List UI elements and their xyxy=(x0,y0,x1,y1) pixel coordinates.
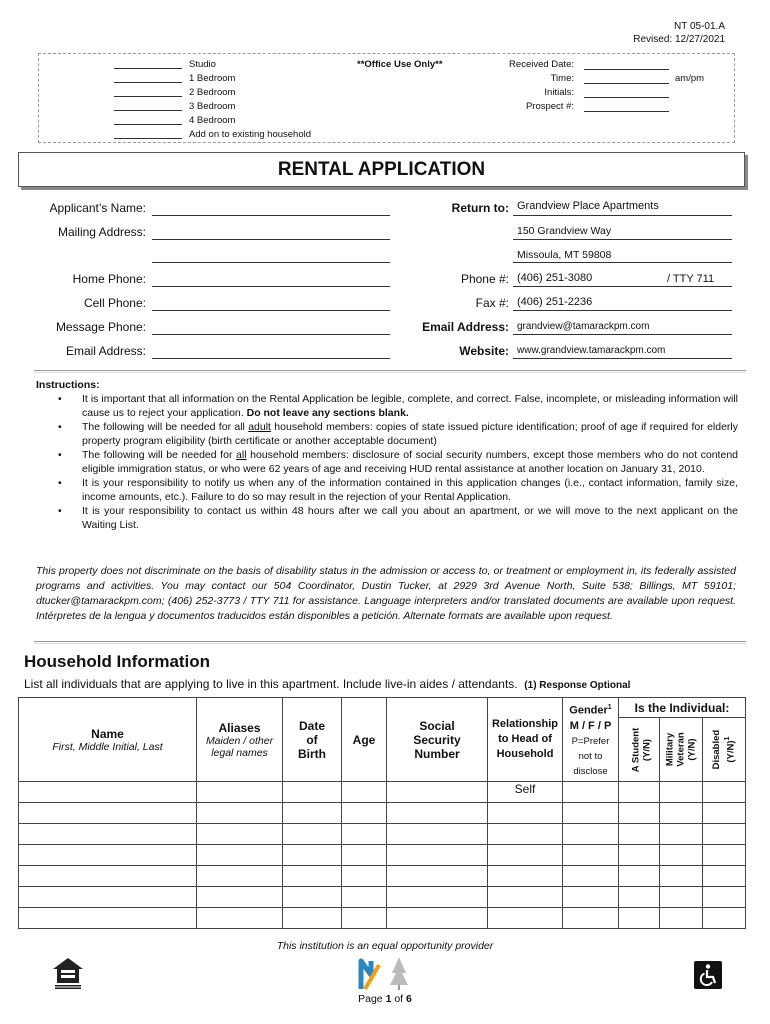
response-optional-note: (1) Response Optional xyxy=(524,680,631,691)
form-number xyxy=(633,20,725,46)
separator xyxy=(34,641,746,642)
return-to-name: Grandview Place Apartments xyxy=(517,200,659,212)
table-row xyxy=(19,782,746,803)
return-to-line xyxy=(513,262,732,263)
unit-option: 3 Bedroom xyxy=(189,101,236,112)
title-box xyxy=(18,152,745,187)
unit-blank[interactable] xyxy=(114,68,182,69)
website-label: Website: xyxy=(459,344,509,358)
list-item: • It is your responsibility to contact us within 48 hours after we call you about an apartment, or we will move to the next applicant on the Waiting List. xyxy=(46,504,738,532)
return-to-line xyxy=(513,334,732,335)
page-number: Page 1 of 6 xyxy=(358,993,412,1005)
table-row xyxy=(19,887,746,908)
household-table xyxy=(18,697,746,929)
relationship-self: Self xyxy=(488,782,563,803)
unit-blank[interactable] xyxy=(114,82,182,83)
unit-option: 4 Bedroom xyxy=(189,115,236,126)
table-row xyxy=(19,824,746,845)
header-gender: Gender$^1$ M / F / P P=Prefer not to disclose xyxy=(563,698,619,782)
header-is-individual: Is the Individual: xyxy=(619,698,746,718)
time-label: Time: xyxy=(550,73,574,84)
prospect-label: Prospect #: xyxy=(525,101,574,112)
unit-blank[interactable] xyxy=(114,110,182,111)
received-date-label: Received Date: xyxy=(509,59,574,70)
header-disabled: Disabled $(Y/N)^1$ xyxy=(703,718,746,782)
list-item: • The following will be needed for all household members: disclosure of social security numbers, except those members who do not contend eligible immigration status, or who were 62 years of age and receiving HUD rental assistance at another location on January 31, 2010. xyxy=(46,448,738,476)
page-title: RENTAL APPLICATION xyxy=(277,159,486,180)
instructions-title: Instructions: xyxy=(36,379,100,391)
email-address-field[interactable] xyxy=(152,358,390,359)
message-phone-field[interactable] xyxy=(152,334,390,335)
instructions-list xyxy=(46,392,738,532)
table-row xyxy=(19,845,746,866)
website-value[interactable]: www.grandview.tamarackpm.com xyxy=(517,345,666,356)
table-row xyxy=(19,866,746,887)
return-to-line xyxy=(513,239,732,240)
email-address-label: Email Address: xyxy=(65,344,146,358)
prospect-field[interactable] xyxy=(584,111,669,112)
unit-option: Add on to existing household xyxy=(189,129,312,140)
message-phone-label: Message Phone: xyxy=(55,320,146,334)
return-to-line xyxy=(513,286,732,287)
header-ssn: Social Security Number xyxy=(387,698,488,782)
return-to-city: Missoula, MT 59808 xyxy=(517,249,612,261)
header-relationship: Relationship to Head of Household xyxy=(488,698,563,782)
equal-opportunity-text: This institution is an equal opportunity provider xyxy=(276,940,494,952)
cell-phone-field[interactable] xyxy=(152,310,390,311)
header-name: Name First, Middle Initial, Last xyxy=(19,698,197,782)
mailing-address-field-2[interactable] xyxy=(152,262,390,263)
ampm-label: am/pm xyxy=(675,73,705,84)
mailing-address-field[interactable] xyxy=(152,239,390,240)
return-to-line xyxy=(513,215,732,216)
office-use-box xyxy=(38,53,735,143)
phone-value: (406) 251-3080 xyxy=(517,272,593,284)
mailing-address-label: Mailing Address: xyxy=(57,225,146,239)
email-label: Email Address: xyxy=(422,320,509,334)
list-item: • It is your responsibility to notify us when any of the information contained in this application changes (i.e., contact information, family size, income amounts, etc.). Failure to do so may result in the rejection of your Rental Application. xyxy=(46,476,738,504)
separator xyxy=(34,370,746,371)
accessibility-icon xyxy=(694,961,722,989)
header-aliases: Aliases Maiden / other legal names xyxy=(197,698,283,782)
return-to-line xyxy=(513,310,732,311)
unit-option: Studio xyxy=(189,59,216,70)
applicant-name-field[interactable] xyxy=(152,215,390,216)
unit-option: 2 Bedroom xyxy=(189,87,236,98)
applicant-name-label: Applicant’s Name: xyxy=(49,201,146,215)
form-number-text: NT 05-01.A xyxy=(674,21,725,32)
unit-blank[interactable] xyxy=(114,138,182,139)
nondiscrimination-notice: This property does not discriminate on the basis of disability status in the admission or access to, or treatment or employment in, its federally assisted programs and activities. You may contact our 504 Coordinator, Dustin Tucker, at 2929 3rd Avenue North, Suite 538; Billings, MT 59101; dtucker@tamarackpm.com; (406) 252-3773 / TTY 711 for assistance. Language interpreters and/or translated documents are available upon request. Intérpretes de la lengua y documentos traducidos están disponibles a petición. Alternate formats are available upon request. xyxy=(36,565,736,622)
list-item: • It is important that all information on the Rental Application be legible, complete, and correct. False, incomplete, or misleading information will cause us to reject your application. Do not leave any sections blank. xyxy=(46,392,738,420)
list-item: • The following will be needed for all adult household members: copies of state issued picture identification; proof of age if required for elderly property program eligibility (birth certificate or another acceptable document) xyxy=(46,420,738,448)
home-phone-label: Home Phone: xyxy=(72,272,146,286)
return-to-label: Return to: xyxy=(451,201,509,215)
home-phone-field[interactable] xyxy=(152,286,390,287)
received-date-field[interactable] xyxy=(584,69,669,70)
initials-label: Initials: xyxy=(544,87,574,98)
company-logo-icon xyxy=(357,955,413,991)
table-row xyxy=(19,908,746,929)
household-subtitle: List all individuals that are applying to live in this apartment. Include live-in aides / attendants. (1) Response Optional xyxy=(24,677,631,691)
header-student: A Student (Y/N) xyxy=(619,718,660,782)
office-use-heading: **Office Use Only** xyxy=(357,59,443,70)
unit-blank[interactable] xyxy=(114,124,182,125)
email-value[interactable]: grandview@tamarackpm.com xyxy=(517,321,650,332)
unit-option: 1 Bedroom xyxy=(189,73,236,84)
fax-value: (406) 251-2236 xyxy=(517,296,593,308)
equal-housing-icon xyxy=(51,956,85,990)
table-row xyxy=(19,803,746,824)
initials-field[interactable] xyxy=(584,97,669,98)
time-field[interactable] xyxy=(584,83,669,84)
header-veteran: Military Veteran (Y/N) xyxy=(660,718,703,782)
cell-phone-label: Cell Phone: xyxy=(83,296,146,310)
header-age: Age xyxy=(342,698,387,782)
fax-label: Fax #: xyxy=(475,296,509,310)
revised-date: Revised: 12/27/2021 xyxy=(633,34,725,45)
household-title: Household Information xyxy=(24,652,211,671)
tty-value: / TTY 711 xyxy=(667,273,715,285)
phone-label: Phone #: xyxy=(460,272,509,286)
return-to-line xyxy=(513,358,732,359)
return-to-street: 150 Grandview Way xyxy=(517,225,612,237)
unit-blank[interactable] xyxy=(114,96,182,97)
header-dob: Date of Birth xyxy=(283,698,342,782)
